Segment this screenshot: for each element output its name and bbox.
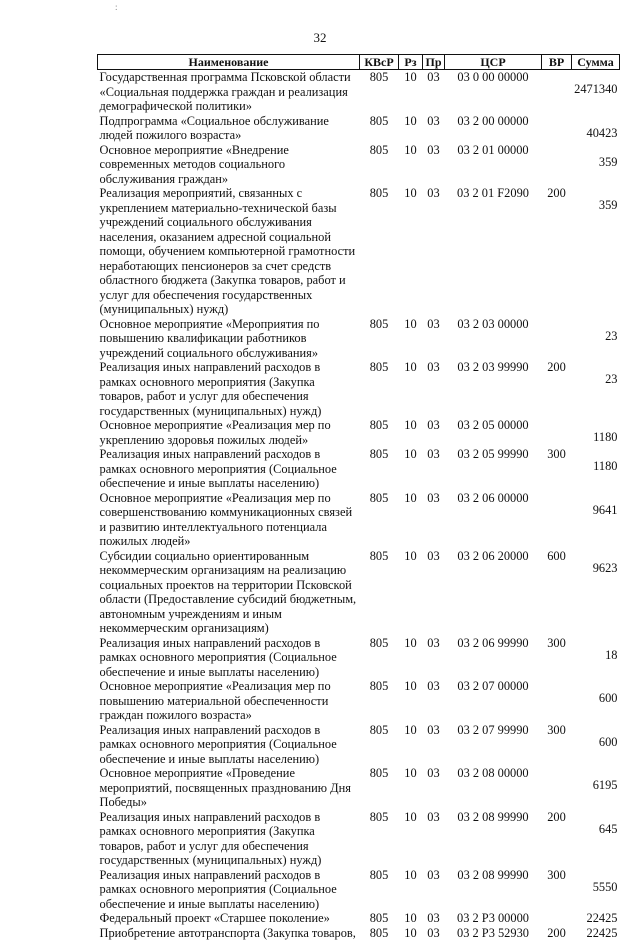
header-name: Наименование bbox=[98, 55, 360, 70]
cell-sum: 9623 bbox=[572, 549, 620, 636]
cell-vr bbox=[542, 418, 572, 447]
cell-csr: 03 2 03 99990 bbox=[445, 360, 542, 418]
cell-sum: 600 bbox=[572, 679, 620, 723]
cell-pr: 03 bbox=[423, 114, 445, 143]
cell-csr: 03 2 06 00000 bbox=[445, 491, 542, 549]
cell-rz: 10 bbox=[399, 926, 423, 940]
cell-kvsr: 805 bbox=[360, 723, 399, 767]
cell-name: Субсидии социально ориентированным некоммерческим организациям на реализацию социальных проектов на территории Псковской области (Предоставление субсидий бюджетным, автономным учреждениям и иным некоммерческим организациям) bbox=[98, 549, 360, 636]
table-row bbox=[98, 491, 620, 549]
cell-pr: 03 bbox=[423, 186, 445, 317]
cell-vr: 200 bbox=[542, 360, 572, 418]
cell-rz: 10 bbox=[399, 810, 423, 868]
cell-csr: 03 2 08 00000 bbox=[445, 766, 542, 810]
cell-csr: 03 2 07 99990 bbox=[445, 723, 542, 767]
header-sum: Сумма bbox=[572, 55, 620, 70]
cell-rz: 10 bbox=[399, 868, 423, 912]
cell-sum: 5550 bbox=[572, 868, 620, 912]
cell-csr: 03 2 06 20000 bbox=[445, 549, 542, 636]
header-rz: Рз bbox=[399, 55, 423, 70]
cell-csr: 03 2 01 00000 bbox=[445, 143, 542, 187]
cell-pr: 03 bbox=[423, 679, 445, 723]
cell-rz: 10 bbox=[399, 549, 423, 636]
cell-name: Подпрограмма «Социальное обслуживание людей пожилого возраста» bbox=[98, 114, 360, 143]
cell-sum: 9641 bbox=[572, 491, 620, 549]
cell-name: Приобретение автотранспорта (Закупка товаров, bbox=[98, 926, 360, 940]
cell-rz: 10 bbox=[399, 360, 423, 418]
cell-kvsr: 805 bbox=[360, 360, 399, 418]
cell-name: Основное мероприятие «Внедрение современных методов социального обслуживания граждан» bbox=[98, 143, 360, 187]
cell-rz: 10 bbox=[399, 70, 423, 114]
table-row bbox=[98, 549, 620, 636]
cell-vr bbox=[542, 911, 572, 926]
cell-csr: 03 2 P3 52930 bbox=[445, 926, 542, 940]
cell-csr: 03 0 00 00000 bbox=[445, 70, 542, 114]
cell-rz: 10 bbox=[399, 186, 423, 317]
cell-vr: 200 bbox=[542, 810, 572, 868]
cell-vr: 200 bbox=[542, 926, 572, 940]
cell-name: Реализация иных направлений расходов в рамках основного мероприятия (Социальное обеспечение и иные выплаты населению) bbox=[98, 723, 360, 767]
cell-kvsr: 805 bbox=[360, 418, 399, 447]
cell-pr: 03 bbox=[423, 418, 445, 447]
cell-kvsr: 805 bbox=[360, 810, 399, 868]
cell-csr: 03 2 05 00000 bbox=[445, 418, 542, 447]
cell-pr: 03 bbox=[423, 868, 445, 912]
cell-sum: 1180 bbox=[572, 447, 620, 491]
cell-kvsr: 805 bbox=[360, 70, 399, 114]
cell-vr bbox=[542, 491, 572, 549]
cell-sum: 6195 bbox=[572, 766, 620, 810]
cell-pr: 03 bbox=[423, 723, 445, 767]
cell-csr: 03 2 P3 00000 bbox=[445, 911, 542, 926]
cell-vr bbox=[542, 70, 572, 114]
cell-pr: 03 bbox=[423, 810, 445, 868]
cell-kvsr: 805 bbox=[360, 317, 399, 361]
table-row bbox=[98, 70, 620, 114]
cell-rz: 10 bbox=[399, 143, 423, 187]
cell-vr bbox=[542, 143, 572, 187]
cell-name: Реализация мероприятий, связанных с укреплением материально-технической базы учреждений социального обслуживания населения, оказанием адресной социальной помощи, обучением компьютерной грамотности неработающих пенсионеров за счет средств областного бюджета (Закупка товаров, работ и услуг для обеспечения государственных (муниципальных) нужд) bbox=[98, 186, 360, 317]
table-row bbox=[98, 810, 620, 868]
budget-table bbox=[97, 54, 620, 940]
cell-csr: 03 2 08 99990 bbox=[445, 810, 542, 868]
page-number: 32 bbox=[0, 30, 640, 46]
cell-sum: 22425 bbox=[572, 911, 620, 926]
cell-name: Реализация иных направлений расходов в рамках основного мероприятия (Закупка товаров, работ и услуг для обеспечения государственных (муниципальных) нужд) bbox=[98, 810, 360, 868]
header-vr: ВР bbox=[542, 55, 572, 70]
cell-rz: 10 bbox=[399, 114, 423, 143]
cell-vr bbox=[542, 679, 572, 723]
cell-kvsr: 805 bbox=[360, 186, 399, 317]
cell-vr: 300 bbox=[542, 868, 572, 912]
cell-kvsr: 805 bbox=[360, 679, 399, 723]
cell-sum: 645 bbox=[572, 810, 620, 868]
cell-vr: 600 bbox=[542, 549, 572, 636]
cell-pr: 03 bbox=[423, 911, 445, 926]
cell-sum: 2471340 bbox=[572, 70, 620, 114]
cell-csr: 03 2 01 F2090 bbox=[445, 186, 542, 317]
cell-csr: 03 2 00 00000 bbox=[445, 114, 542, 143]
table-row bbox=[98, 186, 620, 317]
table-header-row bbox=[98, 55, 620, 70]
cell-name: Реализация иных направлений расходов в рамках основного мероприятия (Социальное обеспечение и иные выплаты населению) bbox=[98, 868, 360, 912]
cell-vr: 300 bbox=[542, 636, 572, 680]
cell-sum: 600 bbox=[572, 723, 620, 767]
cell-kvsr: 805 bbox=[360, 114, 399, 143]
cell-pr: 03 bbox=[423, 926, 445, 940]
cell-pr: 03 bbox=[423, 636, 445, 680]
cell-kvsr: 805 bbox=[360, 766, 399, 810]
cell-name: Основное мероприятие «Реализация мер по укреплению здоровья пожилых людей» bbox=[98, 418, 360, 447]
cell-rz: 10 bbox=[399, 418, 423, 447]
cell-name: Реализация иных направлений расходов в рамках основного мероприятия (Социальное обеспечение и иные выплаты населению) bbox=[98, 447, 360, 491]
table-row bbox=[98, 868, 620, 912]
cell-csr: 03 2 07 00000 bbox=[445, 679, 542, 723]
cell-vr: 200 bbox=[542, 186, 572, 317]
cell-sum: 22425 bbox=[572, 926, 620, 940]
cell-sum: 18 bbox=[572, 636, 620, 680]
cell-pr: 03 bbox=[423, 143, 445, 187]
header-kvsr: КВсР bbox=[360, 55, 399, 70]
cell-kvsr: 805 bbox=[360, 636, 399, 680]
cell-name: Основное мероприятие «Реализация мер по совершенствованию коммуникационных связей и развитию интеллектуального потенциала пожилых людей» bbox=[98, 491, 360, 549]
cell-pr: 03 bbox=[423, 491, 445, 549]
cell-rz: 10 bbox=[399, 679, 423, 723]
cell-kvsr: 805 bbox=[360, 491, 399, 549]
cell-rz: 10 bbox=[399, 636, 423, 680]
table-row bbox=[98, 317, 620, 361]
cell-pr: 03 bbox=[423, 447, 445, 491]
cell-pr: 03 bbox=[423, 360, 445, 418]
cell-sum: 1180 bbox=[572, 418, 620, 447]
cell-name: Основное мероприятие «Проведение мероприятий, посвященных празднованию Дня Победы» bbox=[98, 766, 360, 810]
cell-kvsr: 805 bbox=[360, 549, 399, 636]
cell-vr bbox=[542, 766, 572, 810]
cell-csr: 03 2 05 99990 bbox=[445, 447, 542, 491]
cell-csr: 03 2 06 99990 bbox=[445, 636, 542, 680]
cell-vr: 300 bbox=[542, 447, 572, 491]
table-row bbox=[98, 926, 620, 940]
cell-kvsr: 805 bbox=[360, 868, 399, 912]
cell-rz: 10 bbox=[399, 723, 423, 767]
table-row bbox=[98, 114, 620, 143]
table-row bbox=[98, 143, 620, 187]
cell-kvsr: 805 bbox=[360, 447, 399, 491]
table-row bbox=[98, 418, 620, 447]
cell-vr bbox=[542, 114, 572, 143]
cell-rz: 10 bbox=[399, 911, 423, 926]
cell-name: Государственная программа Псковской области «Социальная поддержка граждан и реализация демографической политики» bbox=[98, 70, 360, 114]
cell-csr: 03 2 03 00000 bbox=[445, 317, 542, 361]
cell-vr bbox=[542, 317, 572, 361]
cell-kvsr: 805 bbox=[360, 926, 399, 940]
cell-rz: 10 bbox=[399, 447, 423, 491]
header-csr: ЦСР bbox=[445, 55, 542, 70]
cell-kvsr: 805 bbox=[360, 143, 399, 187]
table-body bbox=[98, 70, 620, 940]
scan-mark: : bbox=[115, 2, 118, 12]
table-row bbox=[98, 723, 620, 767]
cell-rz: 10 bbox=[399, 491, 423, 549]
cell-name: Основное мероприятие «Мероприятия по повышению квалификации работников учреждений социального обслуживания» bbox=[98, 317, 360, 361]
cell-sum: 359 bbox=[572, 143, 620, 187]
cell-kvsr: 805 bbox=[360, 911, 399, 926]
cell-name: Федеральный проект «Старшее поколение» bbox=[98, 911, 360, 926]
cell-sum: 359 bbox=[572, 186, 620, 317]
cell-name: Основное мероприятие «Реализация мер по повышению материальной обеспеченности граждан пожилого возраста» bbox=[98, 679, 360, 723]
table-row bbox=[98, 911, 620, 926]
cell-rz: 10 bbox=[399, 766, 423, 810]
cell-name: Реализация иных направлений расходов в рамках основного мероприятия (Закупка товаров, работ и услуг для обеспечения государственных (муниципальных) нужд) bbox=[98, 360, 360, 418]
cell-sum: 23 bbox=[572, 360, 620, 418]
cell-rz: 10 bbox=[399, 317, 423, 361]
cell-sum: 40423 bbox=[572, 114, 620, 143]
table-row bbox=[98, 766, 620, 810]
cell-name: Реализация иных направлений расходов в рамках основного мероприятия (Социальное обеспечение и иные выплаты населению) bbox=[98, 636, 360, 680]
cell-vr: 300 bbox=[542, 723, 572, 767]
cell-sum: 23 bbox=[572, 317, 620, 361]
table-row bbox=[98, 636, 620, 680]
table-row bbox=[98, 360, 620, 418]
cell-pr: 03 bbox=[423, 70, 445, 114]
cell-csr: 03 2 08 99990 bbox=[445, 868, 542, 912]
cell-pr: 03 bbox=[423, 766, 445, 810]
table-row bbox=[98, 447, 620, 491]
table-row bbox=[98, 679, 620, 723]
cell-pr: 03 bbox=[423, 549, 445, 636]
cell-pr: 03 bbox=[423, 317, 445, 361]
header-pr: Пр bbox=[423, 55, 445, 70]
